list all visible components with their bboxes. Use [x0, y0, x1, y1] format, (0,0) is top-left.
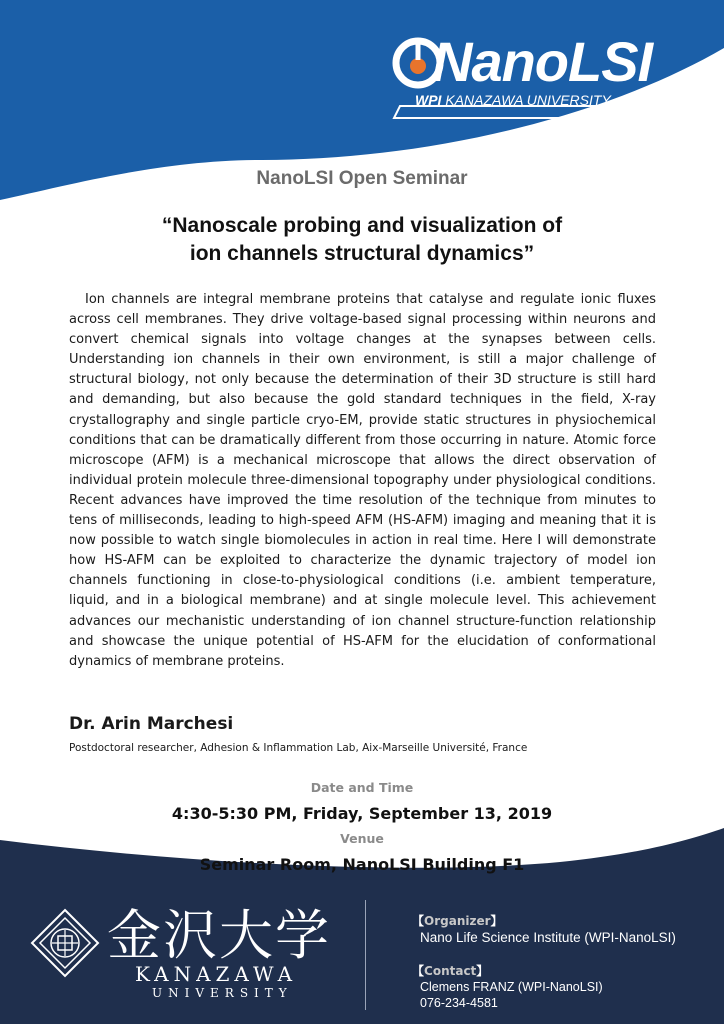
contact-label: Contact [424, 964, 477, 978]
university-name: KANAZAWA [135, 962, 298, 986]
organizer-bracket-open: 【 [412, 914, 425, 928]
organizer-label: Organizer [424, 914, 491, 928]
title-line-1: “Nanoscale probing and visualization of [161, 214, 563, 237]
brand-subtitle [415, 92, 660, 108]
speaker-name: Dr. Arin Marchesi [69, 714, 234, 734]
contact-heading [412, 962, 488, 979]
date-time-value: 4:30-5:30 PM, Friday, September 13, 2019 [171, 804, 553, 823]
venue-label: Venue [340, 831, 384, 846]
page-title [0, 212, 724, 268]
abstract-text: Ion channels are integral membrane proteins that catalyse and regulate ionic fluxes across cell membranes. They drive voltage-based signal processing within neurons and convert chemical signals into voltage changes at the synapses between cells. Understanding ion channels in their own environment, is still a major challenge of structural biology, not only because the determination of their 3D structure is still hard and demanding, but also because the gold standard techniques in the field, X-ray crystallography and single particle cryo-EM, provide static structures in physiochemical conditions that can be dramatically different from those occurring in nature. Atomic force microscope (AFM) is a mechanical microscope that allows the direct observation of individual protein molecule three-dimensional topography under physiological conditions. Recent advances have improved the time resolution of the technique from minutes to tens of milliseconds, leading to high-speed AFM (HS-AFM) imaging and meaning that it is now possible to watch single biomolecules in action in real time. Here I will demonstrate how HS-AFM can be exploited to characterize the dynamic trajectory of model ion channels functioning in close-to-physiological conditions (i.e. ambient temperature, liquid, and in a biological membrane) and at single molecule level. This achievement advances our mechanistic understanding of ion channel structure-function relationship and showcase the unique potential of HS-AFM for the elucidation of conformational dynamics of membrane proteins. [69, 292, 656, 669]
brand-subtitle-rest: KANAZAWA UNIVERSITY [441, 92, 611, 108]
organizer-bracket-close: 】 [490, 914, 503, 928]
contact-name: Clemens FRANZ (WPI-NanoLSI) [420, 980, 603, 994]
contact-phone: 076-234-4581 [420, 996, 498, 1010]
speaker-affiliation: Postdoctoral researcher, Adhesion & Inflammation Lab, Aix-Marseille Université, France [69, 742, 528, 754]
venue-value: Seminar Room, NanoLSI Building F1 [199, 855, 525, 874]
university-kanji: 金沢大学 [107, 904, 331, 967]
university-subname: UNIVERSITY [152, 986, 293, 1000]
footer-divider [365, 900, 366, 1010]
brand-name: NanoLSI [432, 30, 653, 93]
university-emblem-icon [30, 908, 100, 978]
title-line-2: ion channels structural dynamics” [189, 242, 535, 265]
organizer-value: Nano Life Science Institute (WPI-NanoLSI) [420, 930, 676, 945]
organizer-heading [412, 912, 503, 929]
date-time-label: Date and Time [310, 780, 414, 795]
brand-subtitle-bold: WPI [415, 92, 442, 108]
contact-bracket-open: 【 [412, 964, 425, 978]
contact-bracket-close: 】 [476, 964, 489, 978]
seminar-label: NanoLSI Open Seminar [256, 168, 468, 189]
